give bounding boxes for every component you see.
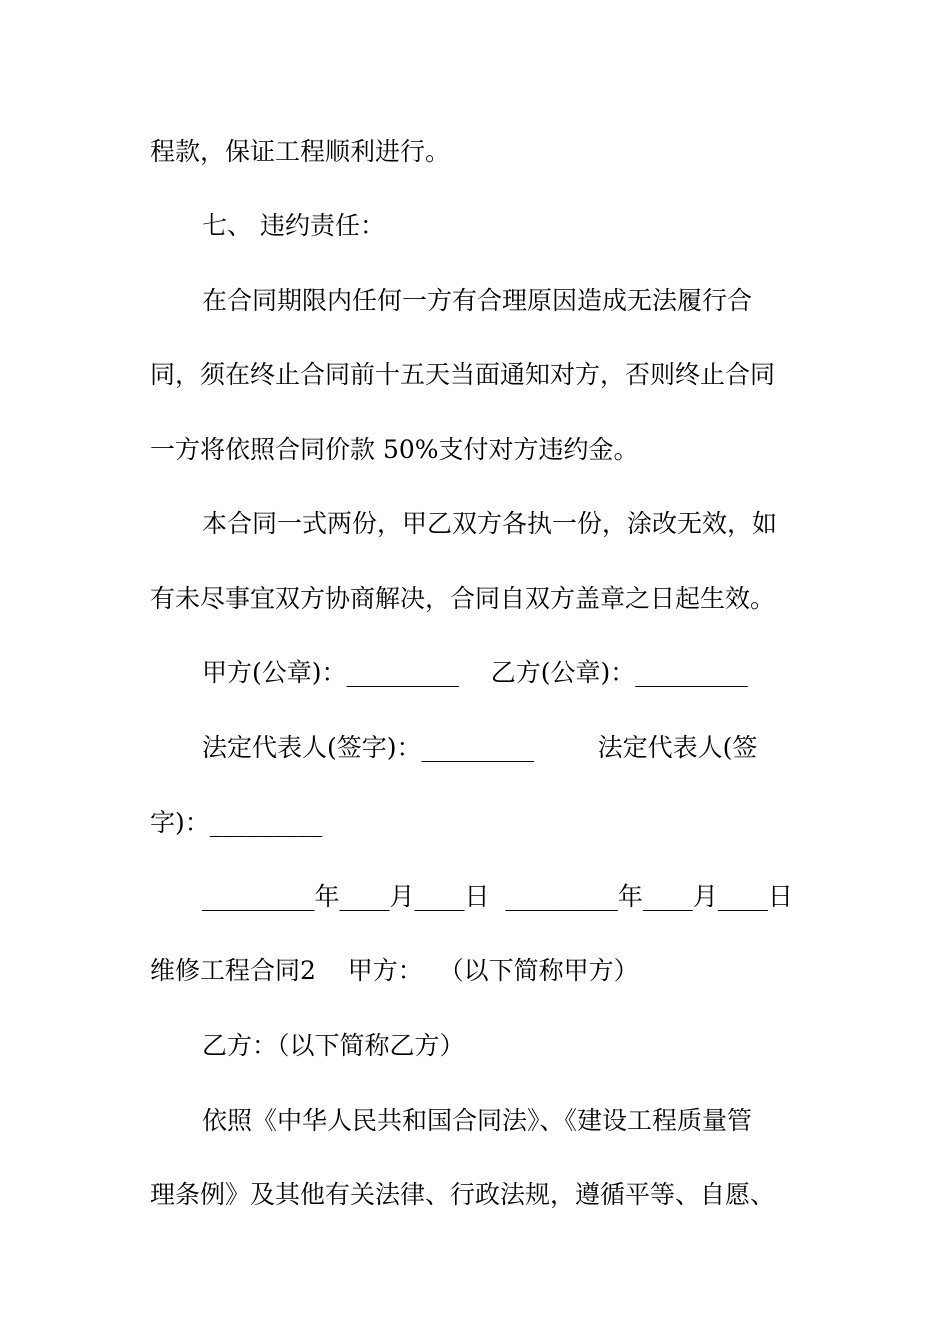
text-line-4: 同，须在终止合同前十五天当面通知对方，否则终止合同 xyxy=(150,360,776,389)
signature-line: 法定代表人(签字)：_________ 法定代表人(签 xyxy=(202,733,758,762)
text-line-5: 一方将依照合同价款 50%支付对方违约金。 xyxy=(150,435,639,464)
date-line: _________年____月____日 _________年____月____日 xyxy=(202,882,793,911)
text-line-6: 本合同一式两份，甲乙双方各执一份，涂改无效，如 xyxy=(202,509,778,538)
text-line-14: 依照《中华人民共和国合同法》、《建设工程质量管 xyxy=(202,1106,753,1135)
text-line-15: 理条例》及其他有关法律、行政法规，遵循平等、自愿、 xyxy=(150,1180,776,1209)
section-heading-breach-liability: 七、 违约责任： xyxy=(202,211,385,240)
text-line-7: 有未尽事宜双方协商解决，合同自双方盖章之日起生效。 xyxy=(150,584,776,613)
party-b-line: 乙方：（以下简称乙方） xyxy=(202,1031,465,1060)
text-line-1: 程款，保证工程顺利进行。 xyxy=(150,137,451,166)
seal-line: 甲方(公章)：_________ 乙方(公章)：_________ xyxy=(202,658,748,687)
signature-line-continued: 字)：_________ xyxy=(150,808,323,837)
contract-2-title-line: 维修工程合同2 甲方： （以下简称甲方） xyxy=(150,956,639,985)
text-line-3: 在合同期限内任何一方有合理原因造成无法履行合 xyxy=(202,286,753,315)
